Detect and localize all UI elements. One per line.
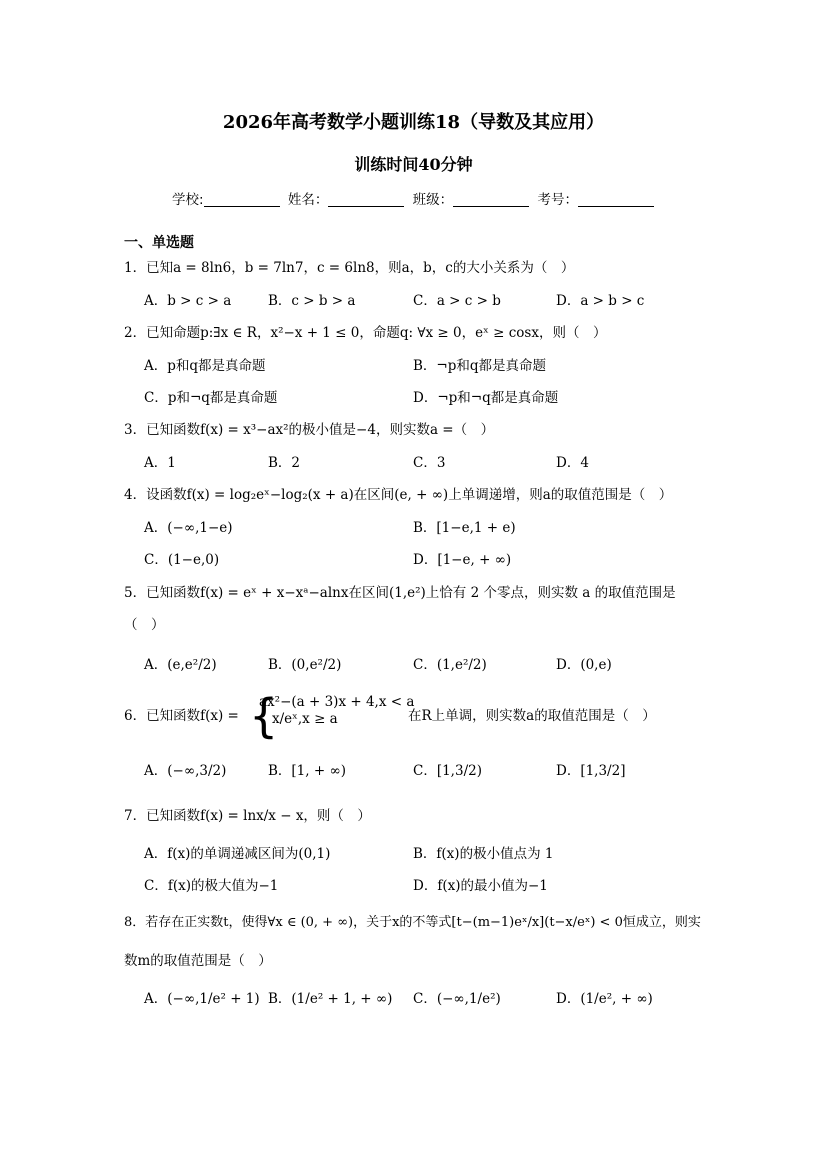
option-b: B．c > b > a (268, 293, 356, 309)
option-b: B．[1, + ∞) (268, 763, 346, 779)
option-a: A．(−∞,1/e² + 1) (144, 991, 260, 1007)
option-d: D．¬p和¬q都是真命题 (413, 390, 559, 406)
question-stem: 已知函数f(x) = x³−ax²的极小值是−4，则实数a =（ ） (146, 422, 495, 438)
question-number: 1． (124, 260, 147, 276)
question-number: 6． (124, 708, 147, 724)
option-d: D．[1,3/2] (556, 763, 626, 779)
question-4 (124, 486, 672, 504)
school-blank (204, 192, 280, 207)
option-c: C．(−∞,1/e²) (413, 991, 501, 1007)
option-d: D．a > b > c (556, 293, 645, 309)
page-title: 2026年高考数学小题训练18（导数及其应用） (222, 112, 605, 133)
question-2 (124, 324, 606, 342)
number-blank (578, 192, 654, 207)
question-7 (124, 807, 371, 825)
section-heading: 一、单选题 (124, 235, 194, 251)
class-blank (453, 192, 529, 207)
option-a: A．1 (144, 455, 176, 471)
question-8-continued: 数m的取值范围是（ ） (124, 953, 272, 969)
question-stem: 已知a = 8ln6，b = 7ln7，c = 6ln8，则a，b，c的大小关系为（ ） (146, 260, 575, 276)
option-b: B．f(x)的极小值点为 1 (413, 846, 554, 862)
question-stem: 已知函数f(x) = lnx/x − x，则（ ） (146, 808, 371, 824)
piecewise-case-1: ax²−(a + 3)x + 4,x < a (259, 694, 415, 710)
page-subtitle: 训练时间40分钟 (354, 155, 473, 174)
name-label: 姓名： (287, 192, 329, 208)
option-d: D．[1−e, + ∞) (413, 552, 512, 568)
question-number: 4． (124, 487, 147, 503)
school-label: 学校: (172, 192, 204, 208)
name-blank (328, 192, 404, 207)
option-d: D．(0,e) (556, 657, 612, 673)
question-number: 7． (124, 808, 147, 824)
option-c: C．f(x)的极大值为−1 (144, 878, 279, 894)
option-b: B．(0,e²/2) (268, 657, 342, 673)
piecewise-brace: { (249, 689, 279, 743)
question-stem: 设函数f(x) = log₂eˣ−log₂(x + a)在区间(e, + ∞)上单调递增，则a的取值范围是（ ） (146, 487, 673, 503)
option-d: D．f(x)的最小值为−1 (413, 878, 548, 894)
question-number: 5． (124, 585, 147, 601)
option-a: A．(e,e²/2) (144, 657, 217, 673)
question-1 (124, 259, 574, 277)
question-6 (124, 707, 239, 725)
option-b: B．¬p和q都是真命题 (413, 358, 547, 374)
option-c: C．[1,3/2) (413, 763, 482, 779)
option-c: C．p和¬q都是真命题 (144, 390, 278, 406)
question-6-tail: 在R上单调，则实数a的取值范围是（ ） (408, 708, 656, 724)
question-stem: 已知函数f(x) = (146, 708, 239, 724)
number-label: 考号： (537, 192, 578, 208)
question-number: 2． (124, 325, 147, 341)
question-number: 8． (124, 915, 146, 930)
option-b: B．2 (268, 455, 301, 471)
option-d: D．4 (556, 455, 589, 471)
option-b: B．(1/e² + 1, + ∞) (268, 991, 393, 1007)
option-d: D．(1/e², + ∞) (556, 991, 653, 1007)
question-stem: 已知命题p:∃x ∈ R，x²−x + 1 ≤ 0，命题q: ∀x ≥ 0，eˣ ≥ cosx，则（ ） (146, 325, 607, 341)
question-number: 3． (124, 422, 147, 438)
option-c: C．3 (413, 455, 446, 471)
question-stem: 若存在正实数t，使得∀x ∈ (0, + ∞)，关于x的不等式[t−(m−1)eˣ/x](t−x/eˣ) < 0恒成立，则实 (145, 915, 701, 930)
option-a: A．p和q都是真命题 (144, 358, 266, 374)
class-label: 班级： (412, 192, 454, 208)
question-8 (124, 914, 701, 932)
question-5 (124, 584, 676, 602)
option-a: A．b > c > a (144, 293, 232, 309)
question-3 (124, 421, 494, 439)
option-b: B．[1−e,1 + e) (413, 520, 516, 536)
piecewise-case-2: x/eˣ,x ≥ a (272, 711, 338, 727)
option-c: C．a > c > b (413, 293, 501, 309)
question-stem: 已知函数f(x) = eˣ + x−xᵃ−alnx在区间(1,e²)上恰有 2 个零点，则实数 a 的取值范围是 (146, 585, 676, 601)
option-c: C．(1−e,0) (144, 552, 220, 568)
option-a: A．f(x)的单调递减区间为(0,1) (144, 846, 331, 862)
student-info (172, 188, 658, 208)
option-a: A．(−∞,1−e) (144, 520, 233, 536)
option-a: A．(−∞,3/2) (144, 763, 227, 779)
option-c: C．(1,e²/2) (413, 657, 487, 673)
question-5-continued: （ ） (124, 617, 165, 633)
